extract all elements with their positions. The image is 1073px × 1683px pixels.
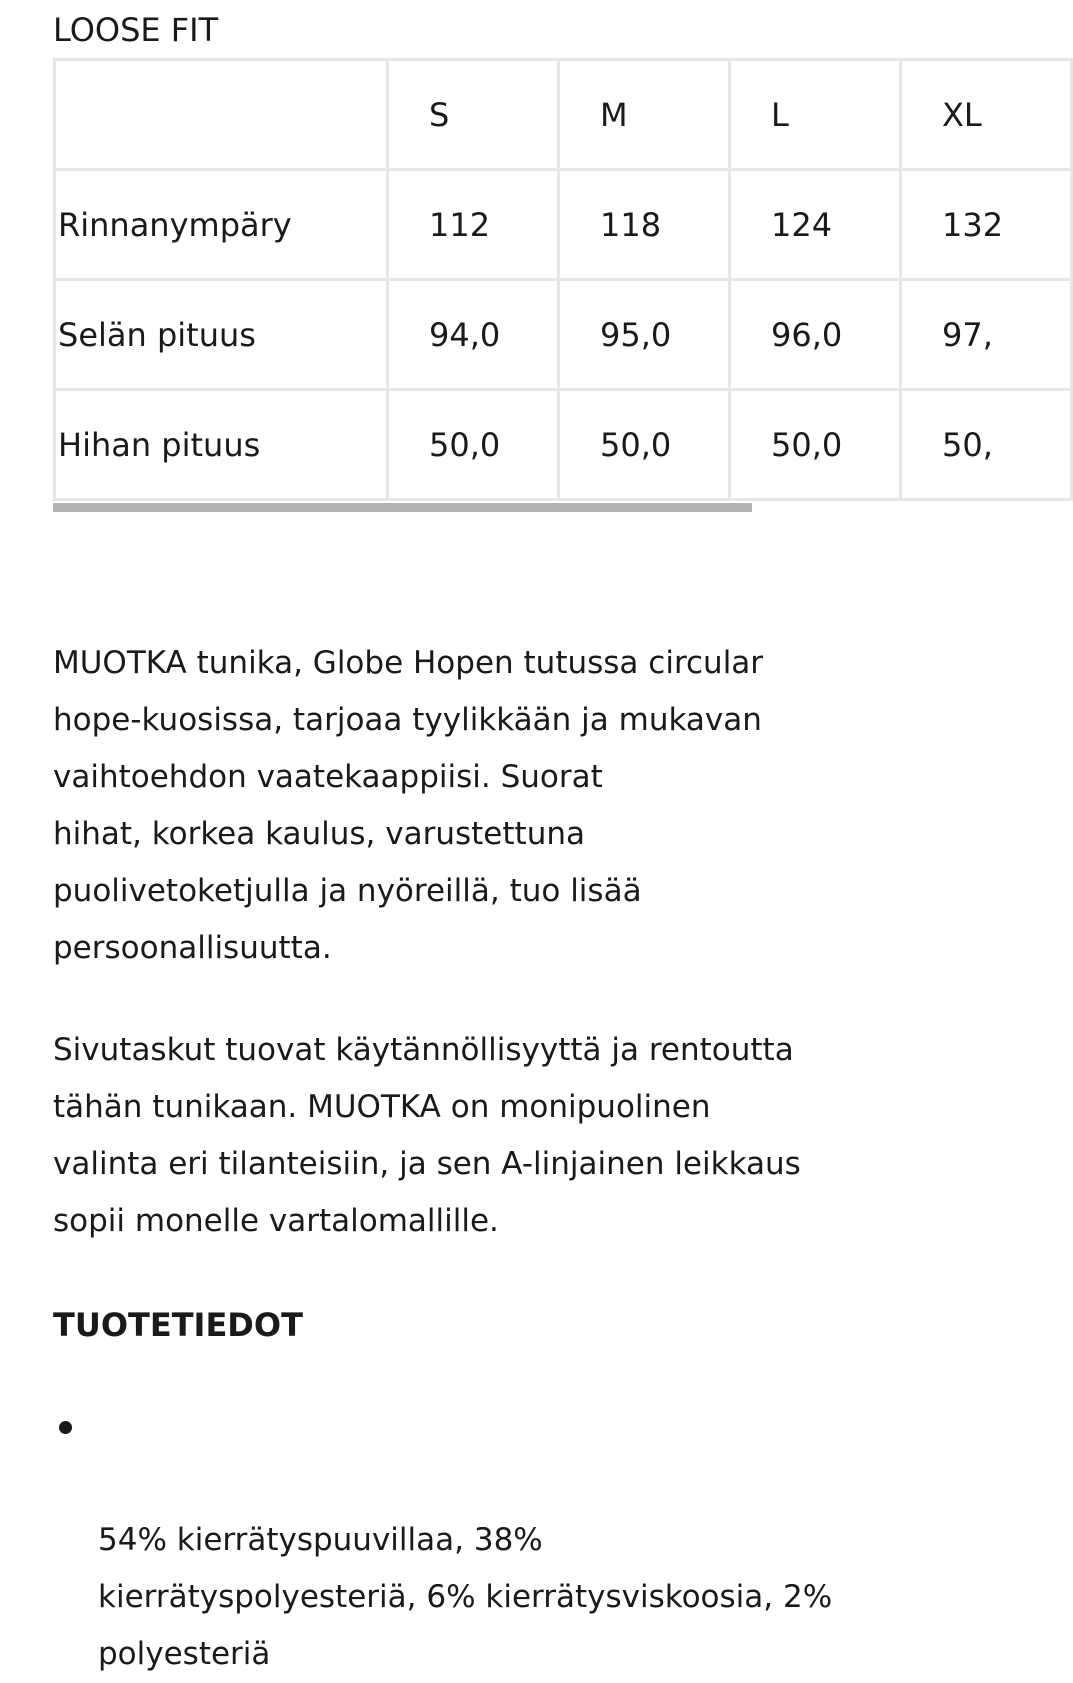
table-cell: 118 [559,170,730,280]
table-horizontal-scrollbar[interactable] [53,503,906,512]
header-cell-size-s: S [388,60,559,170]
table-cell: 50, [901,390,1072,500]
list-item-text: 54% kierrätyspuuvillaa, 38% kierrätyspolyesteriä, 6% kierrätysviskoosia, 2% polyesteriä [98,1522,833,1672]
table-cell: 94,0 [388,280,559,390]
size-table [53,58,1073,501]
fit-title: LOOSE FIT [53,11,219,49]
product-info-heading: TUOTETIEDOT [53,1306,303,1344]
size-table-header-row [55,60,1072,170]
header-cell-size-m: M [559,60,730,170]
list-item [53,1398,913,1683]
table-cell: 50,0 [388,390,559,500]
table-cell: 132 [901,170,1072,280]
table-cell: 112 [388,170,559,280]
table-cell: 50,0 [730,390,901,500]
header-cell-empty [55,60,388,170]
row-label: Hihan pituus [55,390,388,500]
table-cell: 96,0 [730,280,901,390]
size-table-scroll-container[interactable] [53,58,1004,514]
scrollbar-thumb[interactable] [53,503,752,512]
table-cell: 95,0 [559,280,730,390]
table-row [55,170,1072,280]
table-cell: 124 [730,170,901,280]
row-label: Selän pituus [55,280,388,390]
description-paragraph-1: MUOTKA tunika, Globe Hopen tutussa circular hope-kuosissa, tarjoaa tyylikkään ja mukavan vaihtoehdon vaatekaappiisi. Suorat hihat, korkea kaulus, varustettuna puolivetoketjulla ja nyöreillä, tuo lisää persoonallisuutta. [53,645,764,966]
table-cell: 97, [901,280,1072,390]
row-label: Rinnanympäry [55,170,388,280]
bullet-icon [59,1421,72,1434]
product-info-list [53,1398,913,1683]
table-row [55,280,1072,390]
table-cell: 50,0 [559,390,730,500]
header-cell-size-l: L [730,60,901,170]
description-paragraph-2: Sivutaskut tuovat käytännöllisyyttä ja rentoutta tähän tunikaan. MUOTKA on monipuolinen valinta eri tilanteisiin, ja sen A-linjainen leikkaus sopii monelle vartalomallille. [53,1032,801,1239]
table-row [55,390,1072,500]
header-cell-size-xl: XL [901,60,1072,170]
